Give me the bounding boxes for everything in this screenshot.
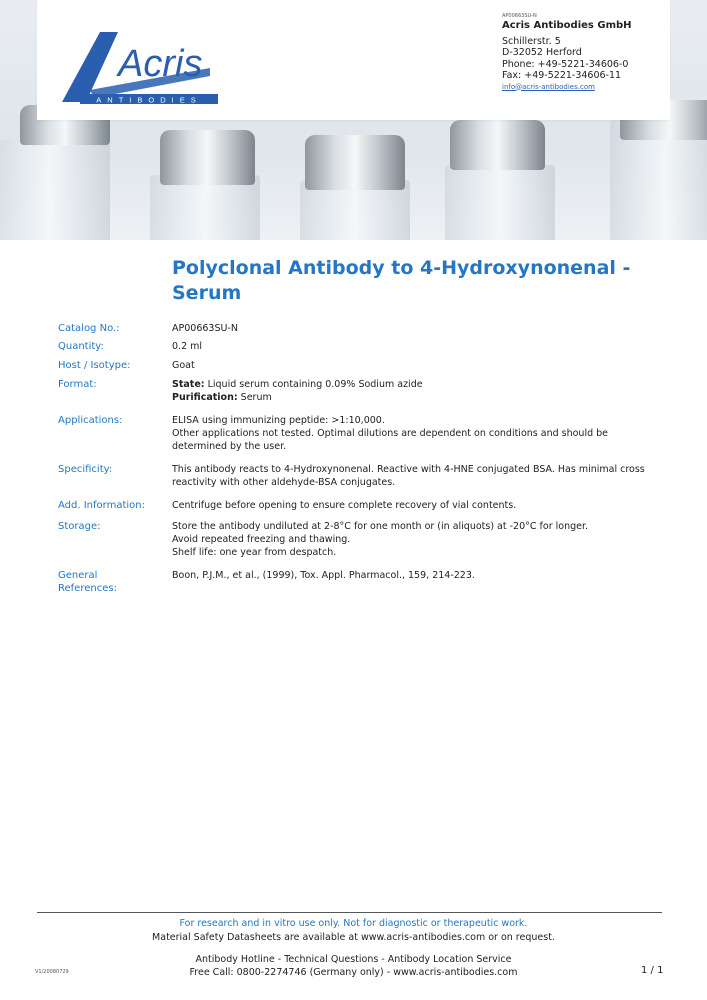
row-applications: [58, 414, 658, 453]
company-name: Acris Antibodies GmbH: [502, 20, 632, 31]
company-info: [502, 12, 632, 93]
applications-label: Applications:: [58, 415, 123, 426]
host-label: Host / Isotype:: [58, 360, 131, 371]
state-value: Liquid serum containing 0.09% Sodium azide: [204, 379, 423, 390]
storage-value: Store the antibody undiluted at 2-8°C for one month or (in aliquots) at -20°C for longer. Avoid repeated freezing and thawing. Shelf life: one year from despatch.: [172, 521, 589, 558]
row-host: [58, 359, 658, 372]
row-specificity: [58, 463, 658, 489]
product-details: [58, 322, 658, 600]
references-label: General References:: [58, 570, 117, 594]
header-catalog-code: AP00663SU-N: [502, 13, 537, 19]
acris-logo: [60, 28, 220, 106]
format-value: [172, 378, 652, 404]
logo-text: Acris: [118, 43, 203, 85]
footer-msds: Material Safety Datasheets are available at www.acris-antibodies.com or on request.: [152, 932, 555, 943]
email-link[interactable]: info@acris-antibodies.com: [502, 82, 595, 91]
row-storage: [58, 520, 658, 559]
specificity-label: Specificity:: [58, 464, 113, 475]
format-label: Format:: [58, 379, 97, 390]
footer-disclaimer: For research and in vitro use only. Not for diagnostic or therapeutic work.: [179, 918, 528, 929]
quantity-value: 0.2 ml: [172, 341, 203, 352]
purification-label: Purification:: [172, 392, 238, 403]
storage-label: Storage:: [58, 521, 101, 532]
host-value: Goat: [172, 360, 195, 371]
phone: Phone: +49-5221-34606-0: [502, 58, 629, 70]
purification-value: Serum: [237, 392, 272, 403]
quantity-label: Quantity:: [58, 341, 104, 352]
row-format: [58, 378, 658, 404]
row-references: [58, 569, 658, 595]
fax: Fax: +49-5221-34606-11: [502, 70, 622, 81]
specificity-value: This antibody reacts to 4-Hydroxynonenal. Reactive with 4-HNE conjugated BSA. Has minimal cross reactivity with other aldehyde-BSA conjugates.: [172, 464, 645, 488]
page-number: 1 / 1: [641, 965, 664, 976]
logo-subtext: ANTIBODIES: [96, 95, 202, 105]
applications-value: ELISA using immunizing peptide: >1:10,000. Other applications not tested. Optimal dilutions are dependent on conditions and should be determined by the user.: [172, 415, 609, 452]
row-add-info: [58, 499, 658, 512]
references-value: Boon, P.J.M., et al., (1999), Tox. Appl. Pharmacol., 159, 214-223.: [172, 570, 475, 581]
add-info-label: Add. Information:: [58, 500, 145, 511]
page-title: Polyclonal Antibody to 4-Hydroxynonenal - Serum: [172, 257, 631, 304]
footer-freecall: Free Call: 0800-2274746 (Germany only) - www.acris-antibodies.com: [189, 967, 518, 978]
state-label: State:: [172, 379, 205, 390]
footer-divider: [37, 912, 662, 913]
address-city: D-32052 Herford: [502, 47, 582, 58]
address-street: Schillerstr. 5: [502, 35, 561, 47]
row-quantity: [58, 340, 658, 353]
add-info-value: Centrifuge before opening to ensure complete recovery of vial contents.: [172, 500, 517, 511]
footer-hotline: Antibody Hotline - Technical Questions - Antibody Location Service: [195, 954, 512, 965]
catalog-label: Catalog No.:: [58, 323, 120, 334]
row-catalog: [58, 322, 658, 335]
footer-version: V1/20080729: [35, 969, 69, 975]
catalog-value: AP00663SU-N: [172, 323, 238, 334]
